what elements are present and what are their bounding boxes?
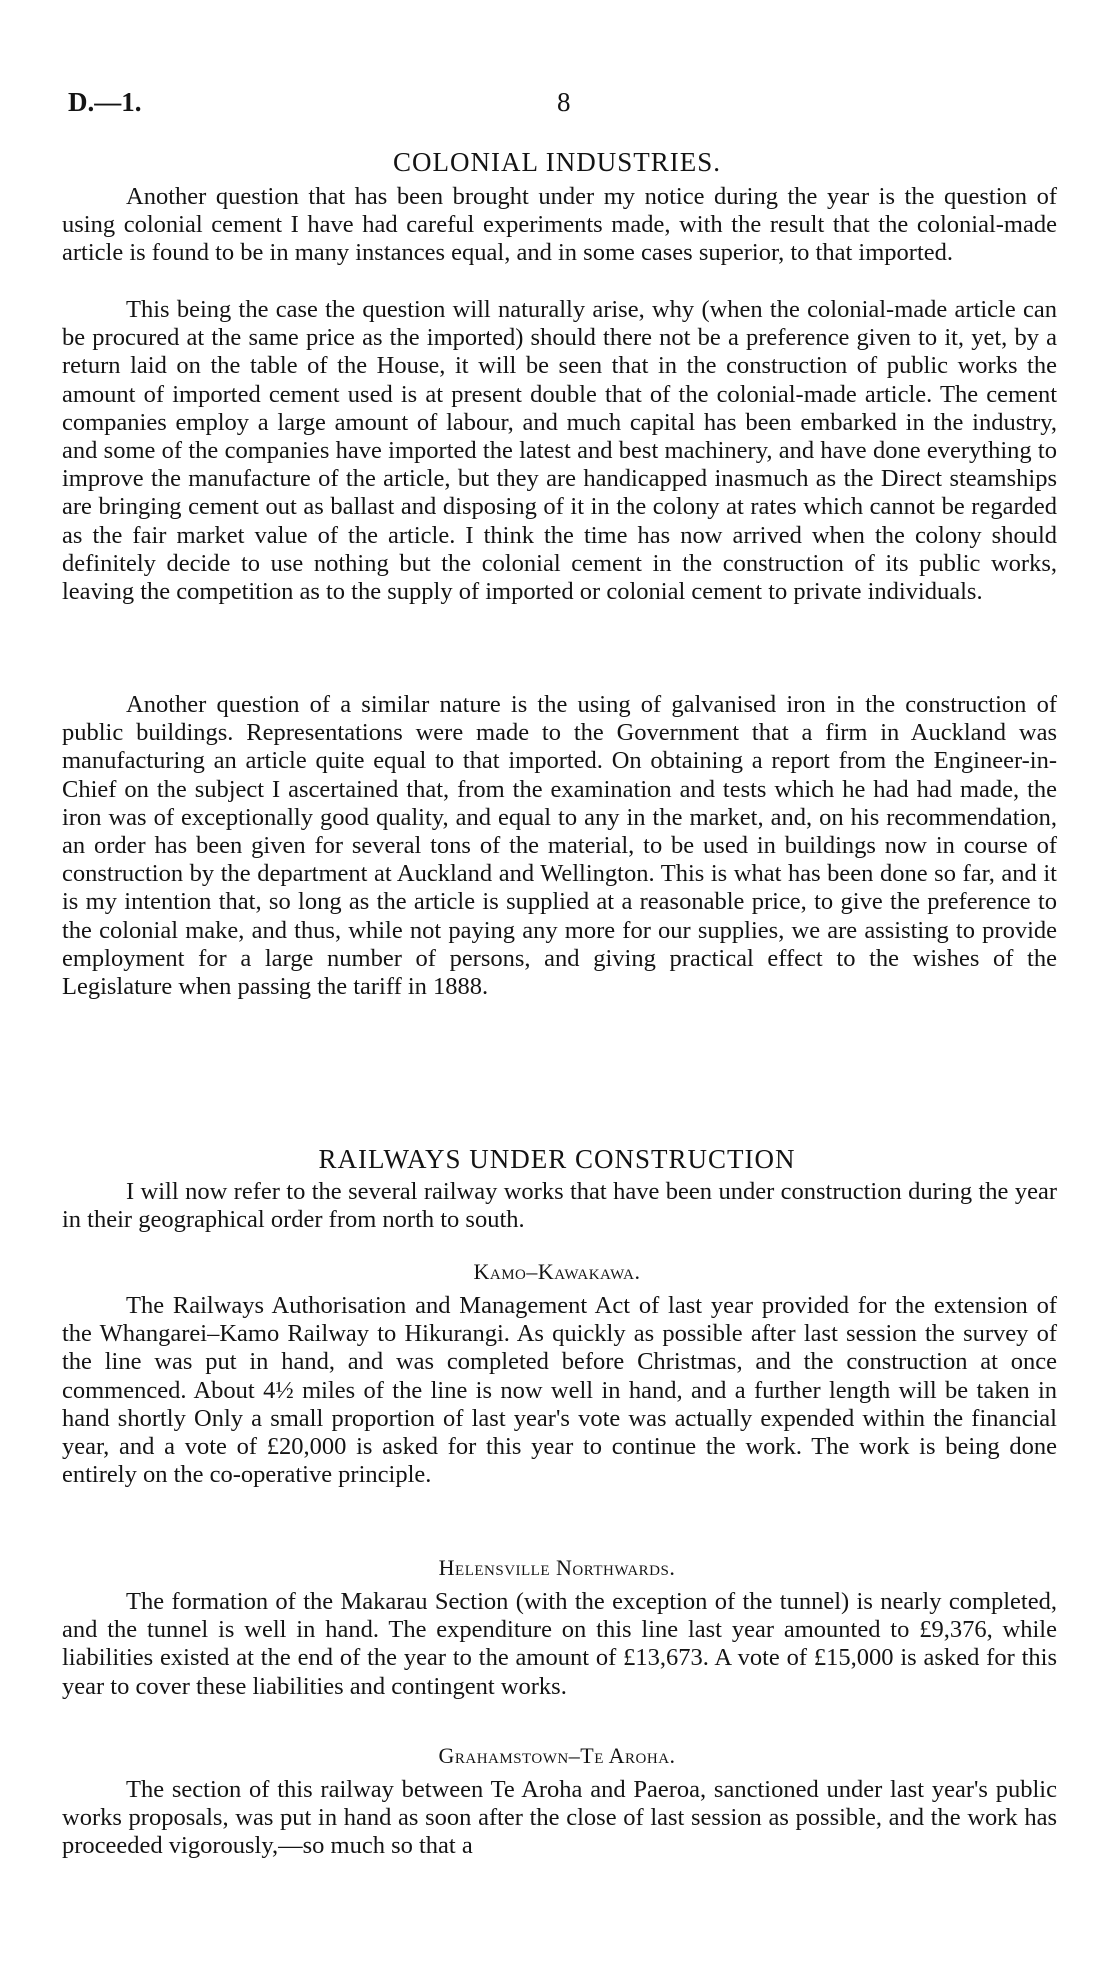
document-code: D.—1.	[68, 87, 142, 117]
subheading-helensville-northwards: Helensville Northwards.	[438, 1555, 676, 1580]
paragraph-railways-intro: I will now refer to the several railway works that have been under construction during the year in their geographical order from north to south.	[62, 1178, 1057, 1234]
section-title-colonial-industries: COLONIAL INDUSTRIES.	[393, 147, 721, 177]
paragraph-kamo-kawakawa: The Railways Authorisation and Management Act of last year provided for the extension of the Whangarei–Kamo Railway to Hikurangi. As quickly as possible after last session the survey of the line was put in hand, and was completed before Christmas, and the construction at once commenced. About 4½ miles of the line is now well in hand, and a further length will be taken in hand shortly Only a small proportion of last year's vote was actually expended within the financial year, and a vote of £20,000 is asked for this year to continue the work. The work is being done entirely on the co-operative principle.	[62, 1292, 1057, 1489]
paragraph-galvanised-iron: Another question of a similar nature is the using of galvanised iron in the construction of public buildings. Representations were made to the Government that a firm in Auckland was manufacturing an article quite equal to that imported. On obtaining a report from the Engineer-in-Chief on the subject I ascertained that, from the examination and tests which he had had made, the iron was of exceptionally good quality, and equal to any in the market, and, on his recommendation, an order has been given for several tons of the material, to be used in buildings now in course of construction by the department at Auckland and Wellington. This is what has been done so far, and it is my intention that, so long as the article is supplied at a reasonable price, to give the preference to the colonial make, and thus, while not paying any more for our supplies, we are assisting to provide employment for a large number of persons, and giving practical effect to the wishes of the Legislature when passing the tariff in 1888.	[62, 691, 1057, 1001]
paragraph-colonial-cement: Another question that has been brought under my notice during the year is the question of using colonial cement I have had careful experiments made, with the result that the colonial-made article is found to be in many instances equal, and in some cases superior, to that imported.	[62, 183, 1057, 267]
subheading-grahamstown-te-aroha: Grahamstown–Te Aroha.	[438, 1743, 676, 1768]
paragraph-preference: This being the case the question will naturally arise, why (when the colonial-made article can be procured at the same price as the imported) should there not be a preference given to it, yet, by a return laid on the table of the House, it will be seen that in the construction of public works the amount of imported cement used is at present double that of the colonial-made article. The cement companies employ a large amount of labour, and much capital has been embarked in the industry, and some of the companies have imported the latest and best machinery, and have done everything to improve the manufacture of the article, but they are handicapped inasmuch as the Direct steamships are bringing cement out as ballast and disposing of it in the colony at rates which cannot be regarded as the fair market value of the article. I think the time has now arrived when the colony should definitely decide to use nothing but the colonial cement in the construction of its public works, leaving the competition as to the supply of imported or colonial cement to private individuals.	[62, 296, 1057, 606]
subheading-kamo-kawakawa: Kamo–Kawakawa.	[473, 1259, 641, 1284]
section-title-railways-under-construction: RAILWAYS UNDER CONSTRUCTION	[318, 1144, 796, 1174]
page-number: 8	[557, 87, 571, 117]
paragraph-helensville: The formation of the Makarau Section (with the exception of the tunnel) is nearly completed, and the tunnel is well in hand. The expenditure on this line last year amounted to £9,376, while liabilities existed at the end of the year to the amount of £13,673. A vote of £15,000 is asked for this year to cover these liabilities and contingent works.	[62, 1588, 1057, 1700]
paragraph-grahamstown: The section of this railway between Te Aroha and Paeroa, sanctioned under last year's public works proposals, was put in hand as soon after the close of last session as possible, and the work has proceeded vigorously,—so much so that a	[62, 1776, 1057, 1860]
